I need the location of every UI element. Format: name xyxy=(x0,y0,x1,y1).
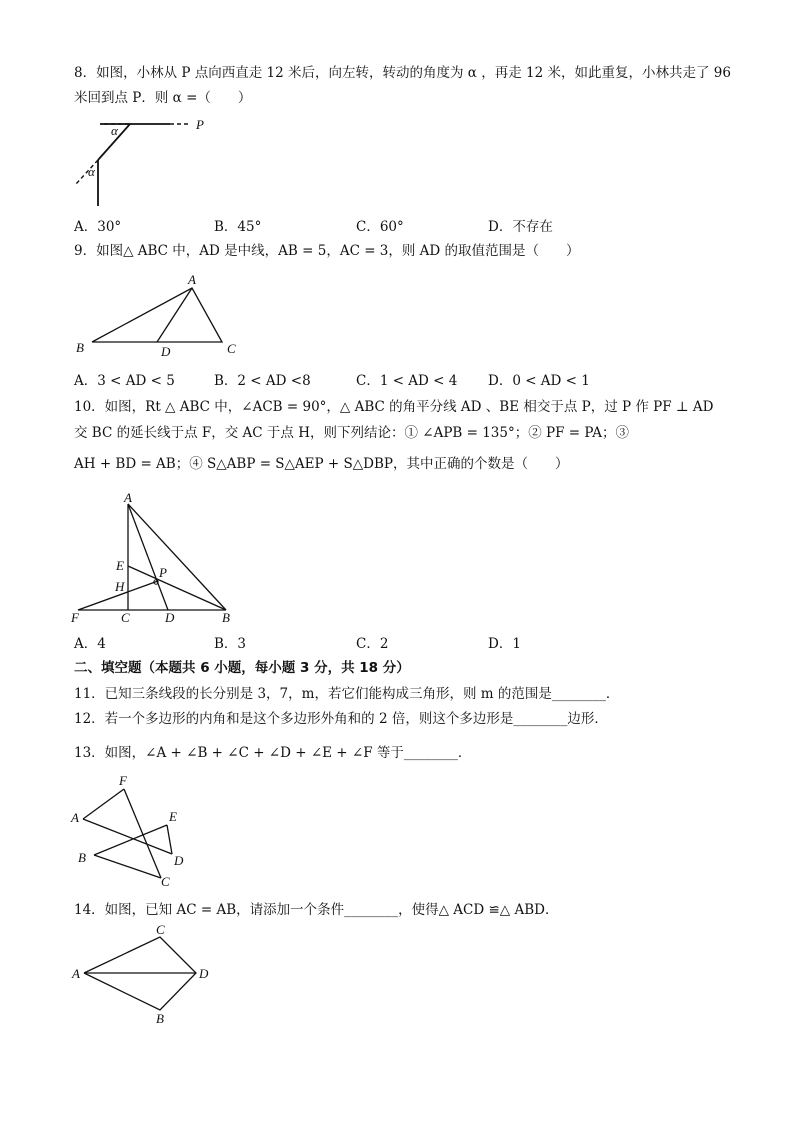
q13-seg-BC xyxy=(94,855,161,878)
q10-option-d[interactable]: D．1 xyxy=(488,636,521,652)
section2-title: 二、填空题（本题共 6 小题，每小题 3 分，共 18 分） xyxy=(74,660,410,676)
q8-label-alpha1: α xyxy=(111,123,118,138)
q8-label-alpha2: α xyxy=(88,164,95,179)
q10-label-H: H xyxy=(115,579,125,594)
q9-median-AD xyxy=(157,288,192,342)
q10-text-line1: 10．如图，Rt △ ABC 中，∠ACB = 90°，△ ABC 的角平分线 AD 、BE 相交于点 P，过 P 作 PF ⊥ AD xyxy=(74,399,714,415)
q13-label-A: A xyxy=(71,810,79,825)
q9-figure xyxy=(70,270,250,360)
q13-seg-ED xyxy=(167,825,172,854)
q13-text-line1: 13．如图，∠A + ∠B + ∠C + ∠D + ∠E + ∠F 等于________． xyxy=(74,745,472,761)
q10-label-E: E xyxy=(116,558,124,573)
q13-label-F: F xyxy=(119,773,127,788)
q10-label-C: C xyxy=(121,610,130,625)
q13-label-D: D xyxy=(174,853,184,868)
q13-label-E: E xyxy=(169,809,177,824)
q13-seg-AF xyxy=(83,789,124,819)
q13-seg-FC xyxy=(124,789,161,878)
q10-label-P: P xyxy=(159,565,167,580)
q10-figure xyxy=(66,488,246,628)
q14-label-B: B xyxy=(156,1011,164,1026)
q12-text: 12．若一个多边形的内角和是这个多边形外角和的 2 倍，则这个多边形是________边形． xyxy=(74,711,608,727)
q8-text-line1: 8．如图，小林从 P 点向西直走 12 米后，向左转，转动的角度为 α ，再走 12 米，如此重复，小林共走了 96 xyxy=(74,65,731,81)
q10-text-line3: AH + BD = AB；④ S△ABP = S△AEP + S△DBP，其中正确的个数是（ ） xyxy=(74,456,569,472)
q9-option-a[interactable]: A．3 < AD < 5 xyxy=(74,373,175,389)
q10-option-a[interactable]: A．4 xyxy=(74,636,106,652)
q9-text-line1: 9．如图△ ABC 中，AD 是中线，AB = 5，AC = 3，则 AD 的取值范围是（ ） xyxy=(74,243,580,259)
q10-label-B: B xyxy=(222,610,230,625)
q8-option-b[interactable]: B．45° xyxy=(214,219,262,235)
q8-option-d[interactable]: D．不存在 xyxy=(488,219,553,235)
q13-label-B: B xyxy=(78,850,86,865)
q8-text-line2: 米回到点 P．则 α =（ ） xyxy=(74,90,252,106)
q10-label-D: D xyxy=(165,610,175,625)
q13-label-C: C xyxy=(161,874,170,889)
q10-text-line2: 交 BC 的延长线于点 F，交 AC 于点 H，则下列结论：① ∠APB = 135°；② PF = PA；③ xyxy=(74,425,629,441)
q10-option-b[interactable]: B．3 xyxy=(214,636,247,652)
q14-label-A: A xyxy=(72,966,80,981)
q10-label-F: F xyxy=(71,610,79,625)
q10-label-A: A xyxy=(124,490,132,505)
q14-label-D: D xyxy=(199,966,209,981)
q13-seg-AD xyxy=(83,819,172,854)
q9-option-b[interactable]: B．2 < AD <8 xyxy=(214,373,311,389)
q8-figure xyxy=(70,114,220,210)
q9-triangle xyxy=(92,288,222,342)
q10-seg-AB xyxy=(128,504,226,610)
q9-label-B: B xyxy=(76,340,84,355)
q13-figure xyxy=(66,772,206,892)
q14-text-line1: 14．如图，已知 AC = AB，请添加一个条件________，使得△ ACD ≌△ ABD． xyxy=(74,902,559,918)
q11-text: 11．已知三条线段的长分别是 3，7，m，若它们能构成三角形，则 m 的范围是________． xyxy=(74,686,620,702)
q13-seg-BE xyxy=(94,825,167,855)
q10-option-c[interactable]: C．2 xyxy=(356,636,389,652)
q9-label-D: D xyxy=(161,344,171,359)
q8-label-P: P xyxy=(196,117,204,132)
q14-label-C: C xyxy=(156,924,165,937)
q10-seg-EB xyxy=(128,566,226,610)
q8-option-c[interactable]: C．60° xyxy=(356,219,404,235)
q10-seg-AD xyxy=(128,504,168,610)
q9-option-c[interactable]: C．1 < AD < 4 xyxy=(356,373,458,389)
q9-label-A: A xyxy=(188,272,196,287)
q8-option-a[interactable]: A．30° xyxy=(74,219,122,235)
q9-label-C: C xyxy=(227,341,236,356)
q14-figure xyxy=(66,924,226,1028)
q9-option-d[interactable]: D．0 < AD < 1 xyxy=(488,373,590,389)
